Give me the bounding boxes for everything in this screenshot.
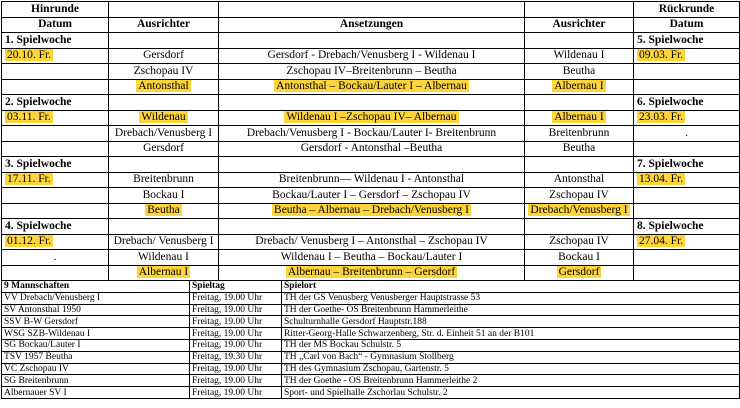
header-row-1 bbox=[2, 2, 740, 18]
teams-table bbox=[1, 280, 740, 399]
host-right: Zschopau IV bbox=[525, 188, 634, 204]
team-row bbox=[2, 375, 740, 387]
team-name: WSG SZB-Wildenau I bbox=[2, 328, 190, 340]
team-venue: TH der Goethe- OS Breitenbrunn Hammerleithe bbox=[282, 304, 740, 316]
host-left: Wildenau I bbox=[109, 250, 219, 266]
week-label-row bbox=[2, 219, 740, 235]
team-name: SV Antonsthal 1950 bbox=[2, 304, 190, 316]
week-label-right: 8. Spielwoche bbox=[634, 219, 740, 235]
team-day: Freitag, 19.00 Uhr bbox=[190, 339, 282, 351]
host-left: Bockau I bbox=[109, 188, 219, 204]
team-venue: Ritter-Georg-Halle Schwarzenberg, Str. d. Einheit 51 an der B101 bbox=[282, 328, 740, 340]
match-pairing: Gersdorf - Antonsthal –Beutha bbox=[219, 141, 525, 157]
match-pairing: Bockau/Lauter I – Gersdorf – Zschopau IV bbox=[219, 188, 525, 204]
host-left: Breitenbrunn bbox=[109, 172, 219, 188]
match-pairing: Beutha – Albernau – Drebach/Venusberg I bbox=[274, 204, 469, 217]
team-day: Freitag, 19.00 Uhr bbox=[190, 328, 282, 340]
team-day: Freitag, 19.00 Uhr bbox=[190, 304, 282, 316]
team-day: Freitag, 19.00 Uhr bbox=[190, 292, 282, 304]
host-left: Gersdorf bbox=[109, 141, 219, 157]
team-name: TSV 1957 Beutha bbox=[2, 351, 190, 363]
header-spielort: Spielort bbox=[282, 281, 740, 293]
host-left: Gersdorf bbox=[109, 48, 219, 64]
week-label-left: 2. Spielwoche bbox=[2, 95, 109, 111]
match-row bbox=[2, 141, 740, 157]
header-row-2 bbox=[2, 17, 740, 33]
header-spieltag: Spieltag bbox=[190, 281, 282, 293]
host-left: Beutha bbox=[147, 204, 180, 217]
header-hinrunde: Hinrunde bbox=[2, 2, 109, 18]
team-name: VV Drebach/Venusberg I bbox=[2, 292, 190, 304]
match-pairing: Wildenau I –Zschopau IV– Albernau bbox=[286, 111, 457, 124]
host-left: Antonsthal bbox=[138, 80, 189, 93]
match-pairing: Gersdorf - Drebach/Venusberg I - Wildenau I bbox=[219, 48, 525, 64]
host-right: Wildenau I bbox=[525, 48, 634, 64]
host-right: Gersdorf bbox=[558, 266, 600, 279]
team-row bbox=[2, 363, 740, 375]
team-row bbox=[2, 339, 740, 351]
team-day: Freitag, 19.30 Uhr bbox=[190, 351, 282, 363]
match-row bbox=[2, 110, 740, 126]
host-right: Beutha bbox=[525, 64, 634, 80]
week-date-left: 20.10. Fr. bbox=[7, 49, 52, 62]
week-label-right: 5. Spielwoche bbox=[634, 33, 740, 49]
team-row bbox=[2, 292, 740, 304]
team-row bbox=[2, 304, 740, 316]
match-pairing: Drebach/Venusberg I - Bockau/Lauter I- Breitenbrunn bbox=[219, 126, 525, 142]
week-label-left: 3. Spielwoche bbox=[2, 157, 109, 173]
host-right: Antonsthal bbox=[525, 172, 634, 188]
host-right: Drebach/Venusberg I bbox=[530, 204, 628, 217]
week-label-row bbox=[2, 157, 740, 173]
week-label-row bbox=[2, 33, 740, 49]
team-name: SG Bockau/Lauter I bbox=[2, 339, 190, 351]
team-day: Freitag, 19.00 Uhr bbox=[190, 387, 282, 399]
match-row bbox=[2, 48, 740, 64]
match-pairing: Antonsthal – Bockau/Lauter I – Albernau bbox=[276, 80, 467, 93]
week-date-right: 13.04. Fr. bbox=[639, 173, 684, 186]
week-date-right: 23.03. Fr. bbox=[639, 111, 684, 124]
header-datum-left: Datum bbox=[2, 17, 109, 33]
week-date-left: 17.11. Fr. bbox=[7, 173, 51, 186]
header-rueckrunde: Rückrunde bbox=[634, 2, 740, 18]
match-pairing: Breitenbrunn— Wildenau I - Antonsthal bbox=[219, 172, 525, 188]
team-name: SG Breitenbrunn bbox=[2, 375, 190, 387]
team-name: Albernauer SV I bbox=[2, 387, 190, 399]
header-datum-right: Datum bbox=[634, 17, 740, 33]
match-row bbox=[2, 172, 740, 188]
team-venue: Schulturnhalle Gersdorf Hauptstr.188 bbox=[282, 316, 740, 328]
match-row bbox=[2, 126, 740, 142]
match-row bbox=[2, 250, 740, 266]
header-ausrichter-left: Ausrichter bbox=[109, 17, 219, 33]
host-left: Drebach/ Venusberg I bbox=[109, 234, 219, 250]
match-row bbox=[2, 203, 740, 219]
header-ansetzungen: Ansetzungen bbox=[219, 17, 525, 33]
host-right: Beutha bbox=[525, 141, 634, 157]
week-label-right: 7. Spielwoche bbox=[634, 157, 740, 173]
host-right: Bockau I bbox=[525, 250, 634, 266]
team-row bbox=[2, 328, 740, 340]
match-pairing: Zschopau IV–Breitenbrunn – Beutha bbox=[219, 64, 525, 80]
host-left: Zschopau IV bbox=[109, 64, 219, 80]
week-label-left: 4. Spielwoche bbox=[2, 219, 109, 235]
team-venue: TH der MS Bockau Schulstr. 5 bbox=[282, 339, 740, 351]
header-mannschaften: 9 Mannschaften bbox=[2, 281, 190, 293]
match-row bbox=[2, 234, 740, 250]
week-date-left: 03.11. Fr. bbox=[7, 111, 51, 124]
team-name: VC Zschopau IV bbox=[2, 363, 190, 375]
team-venue: TH des Gymnasium Zschopau, Gartenstr. 5 bbox=[282, 363, 740, 375]
host-left: Wildenau bbox=[141, 111, 186, 124]
host-right: Albernau I bbox=[554, 111, 604, 124]
host-right: Zschopau IV bbox=[525, 234, 634, 250]
match-row bbox=[2, 265, 740, 281]
team-venue: Sport- und Spielhalle Zschorlau Schulstr. 2 bbox=[282, 387, 740, 399]
team-row bbox=[2, 316, 740, 328]
match-row bbox=[2, 79, 740, 95]
team-name: SSV B-W Gersdorf bbox=[2, 316, 190, 328]
week-date-right: 09.03. Fr. bbox=[639, 49, 684, 62]
stray-mark: . bbox=[634, 126, 740, 142]
host-left: Drebach/Venusberg I bbox=[109, 126, 219, 142]
schedule-table bbox=[1, 1, 740, 281]
team-venue: TH der Goethe - OS Breitenbrunn Hammerleithe 2 bbox=[282, 375, 740, 387]
match-pairing: Drebach/ Venusberg I – Antonsthal – Zschopau IV bbox=[219, 234, 525, 250]
match-row bbox=[2, 188, 740, 204]
team-row bbox=[2, 351, 740, 363]
match-row bbox=[2, 64, 740, 80]
week-date-left: 01.12. Fr. bbox=[7, 235, 52, 248]
week-date-right: 27.04. Fr. bbox=[639, 235, 684, 248]
teams-header-row bbox=[2, 281, 740, 293]
team-row bbox=[2, 387, 740, 399]
host-right: Breitenbrunn bbox=[525, 126, 634, 142]
team-venue: TH „Carl von Bach“ - Gymnasium Stollberg bbox=[282, 351, 740, 363]
week-label-row bbox=[2, 95, 740, 111]
team-day: Freitag, 19.00 Uhr bbox=[190, 316, 282, 328]
header-ausrichter-right: Ausrichter bbox=[525, 17, 634, 33]
match-pairing: Albernau – Breitenbrunn – Gersdorf bbox=[287, 266, 456, 279]
match-pairing: Wildenau I – Beutha – Bockau/Lauter I bbox=[219, 250, 525, 266]
week-label-right: 6. Spielwoche bbox=[634, 95, 740, 111]
host-left: Albernau I bbox=[138, 266, 189, 279]
team-day: Freitag, 19.00 Uhr bbox=[190, 375, 282, 387]
team-venue: TH der GS Venusberg Venusberger Hauptstrasse 53 bbox=[282, 292, 740, 304]
week-label-left: 1. Spielwoche bbox=[2, 33, 109, 49]
host-right: Albernau I bbox=[554, 80, 604, 93]
stray-mark: . bbox=[2, 250, 109, 266]
team-day: Freitag, 19.00 Uhr bbox=[190, 363, 282, 375]
